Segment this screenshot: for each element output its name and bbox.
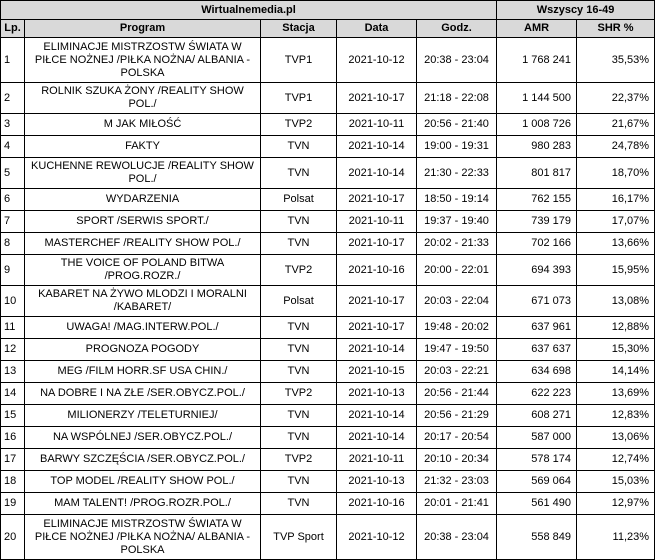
cell-shr: 24,78% — [577, 136, 655, 158]
cell-godz: 19:48 - 20:02 — [417, 317, 497, 339]
cell-data: 2021-10-13 — [337, 383, 417, 405]
cell-program: NA DOBRE I NA ZŁE /SER.OBYCZ.POL./ — [25, 383, 261, 405]
cell-amr: 694 393 — [497, 255, 577, 286]
cell-godz: 21:32 - 23:03 — [417, 471, 497, 493]
table-row — [1, 427, 655, 449]
cell-program: SPORT /SERWIS SPORT./ — [25, 211, 261, 233]
table-row — [1, 83, 655, 114]
cell-amr: 1 768 241 — [497, 38, 577, 83]
cell-lp: 9 — [1, 255, 25, 286]
cell-shr: 12,88% — [577, 317, 655, 339]
cell-data: 2021-10-13 — [337, 471, 417, 493]
cell-godz: 20:38 - 23:04 — [417, 515, 497, 560]
cell-program: ELIMINACJE MISTRZOSTW ŚWIATA W PIŁCE NOŻNEJ /PIŁKA NOŻNA/ ALBANIA - POLSKA — [25, 515, 261, 560]
cell-shr: 12,83% — [577, 405, 655, 427]
cell-lp: 20 — [1, 515, 25, 560]
cell-program: KABARET NA ŻYWO MLODZI I MORALNI /KABARET/ — [25, 286, 261, 317]
cell-amr: 637 961 — [497, 317, 577, 339]
table-row — [1, 339, 655, 361]
cell-shr: 12,97% — [577, 493, 655, 515]
cell-stacja: TVN — [261, 471, 337, 493]
table-body — [1, 38, 655, 560]
cell-lp: 7 — [1, 211, 25, 233]
table-row — [1, 515, 655, 560]
column-header-shr: SHR % — [577, 20, 655, 38]
source-header: Wirtualnemedia.pl — [1, 1, 497, 20]
cell-program: M JAK MIŁOŚĆ — [25, 114, 261, 136]
cell-amr: 578 174 — [497, 449, 577, 471]
cell-amr: 634 698 — [497, 361, 577, 383]
cell-data: 2021-10-11 — [337, 211, 417, 233]
cell-lp: 1 — [1, 38, 25, 83]
cell-lp: 18 — [1, 471, 25, 493]
cell-amr: 587 000 — [497, 427, 577, 449]
cell-lp: 5 — [1, 158, 25, 189]
cell-data: 2021-10-17 — [337, 189, 417, 211]
cell-program: UWAGA! /MAG.INTERW.POL./ — [25, 317, 261, 339]
cell-amr: 558 849 — [497, 515, 577, 560]
cell-godz: 19:00 - 19:31 — [417, 136, 497, 158]
cell-shr: 21,67% — [577, 114, 655, 136]
cell-shr: 15,95% — [577, 255, 655, 286]
cell-data: 2021-10-17 — [337, 83, 417, 114]
table-row — [1, 361, 655, 383]
cell-lp: 15 — [1, 405, 25, 427]
cell-data: 2021-10-16 — [337, 493, 417, 515]
cell-shr: 18,70% — [577, 158, 655, 189]
table-row — [1, 233, 655, 255]
cell-shr: 14,14% — [577, 361, 655, 383]
cell-data: 2021-10-12 — [337, 515, 417, 560]
cell-data: 2021-10-17 — [337, 233, 417, 255]
cell-stacja: TVP2 — [261, 383, 337, 405]
cell-stacja: TVP1 — [261, 38, 337, 83]
cell-data: 2021-10-14 — [337, 136, 417, 158]
cell-godz: 20:56 - 21:29 — [417, 405, 497, 427]
table-row — [1, 286, 655, 317]
cell-shr: 11,23% — [577, 515, 655, 560]
cell-lp: 3 — [1, 114, 25, 136]
header-row-columns — [1, 20, 655, 38]
cell-lp: 10 — [1, 286, 25, 317]
cell-data: 2021-10-15 — [337, 361, 417, 383]
table-row — [1, 189, 655, 211]
cell-stacja: TVN — [261, 233, 337, 255]
cell-amr: 1 144 500 — [497, 83, 577, 114]
cell-shr: 35,53% — [577, 38, 655, 83]
cell-data: 2021-10-14 — [337, 158, 417, 189]
cell-lp: 14 — [1, 383, 25, 405]
cell-lp: 16 — [1, 427, 25, 449]
cell-lp: 2 — [1, 83, 25, 114]
cell-godz: 19:37 - 19:40 — [417, 211, 497, 233]
column-header-amr: AMR — [497, 20, 577, 38]
column-header-stacja: Stacja — [261, 20, 337, 38]
cell-lp: 8 — [1, 233, 25, 255]
table-row — [1, 383, 655, 405]
cell-program: TOP MODEL /REALITY SHOW POL./ — [25, 471, 261, 493]
cell-data: 2021-10-16 — [337, 255, 417, 286]
cell-amr: 569 064 — [497, 471, 577, 493]
cell-stacja: TVN — [261, 339, 337, 361]
cell-amr: 762 155 — [497, 189, 577, 211]
cell-lp: 12 — [1, 339, 25, 361]
cell-stacja: TVN — [261, 361, 337, 383]
cell-amr: 980 283 — [497, 136, 577, 158]
table-row — [1, 255, 655, 286]
cell-godz: 20:00 - 22:01 — [417, 255, 497, 286]
table-row — [1, 38, 655, 83]
cell-program: MAM TALENT! /PROG.ROZR.POL./ — [25, 493, 261, 515]
cell-program: KUCHENNE REWOLUCJE /REALITY SHOW POL./ — [25, 158, 261, 189]
cell-stacja: TVP Sport — [261, 515, 337, 560]
cell-shr: 13,06% — [577, 427, 655, 449]
cell-data: 2021-10-11 — [337, 114, 417, 136]
cell-shr: 16,17% — [577, 189, 655, 211]
cell-amr: 608 271 — [497, 405, 577, 427]
table-row — [1, 158, 655, 189]
cell-program: WYDARZENIA — [25, 189, 261, 211]
cell-stacja: Polsat — [261, 286, 337, 317]
cell-amr: 671 073 — [497, 286, 577, 317]
cell-godz: 21:18 - 22:08 — [417, 83, 497, 114]
cell-stacja: TVN — [261, 158, 337, 189]
cell-data: 2021-10-14 — [337, 339, 417, 361]
cell-shr: 15,30% — [577, 339, 655, 361]
cell-lp: 17 — [1, 449, 25, 471]
cell-lp: 6 — [1, 189, 25, 211]
cell-data: 2021-10-17 — [337, 317, 417, 339]
cell-data: 2021-10-12 — [337, 38, 417, 83]
cell-godz: 20:56 - 21:40 — [417, 114, 497, 136]
cell-amr: 739 179 — [497, 211, 577, 233]
cell-stacja: TVN — [261, 317, 337, 339]
cell-stacja: Polsat — [261, 189, 337, 211]
cell-godz: 18:50 - 19:14 — [417, 189, 497, 211]
cell-amr: 561 490 — [497, 493, 577, 515]
cell-stacja: TVP2 — [261, 255, 337, 286]
cell-program: ROLNIK SZUKA ŻONY /REALITY SHOW POL./ — [25, 83, 261, 114]
cell-stacja: TVN — [261, 211, 337, 233]
cell-program: MASTERCHEF /REALITY SHOW POL./ — [25, 233, 261, 255]
cell-stacja: TVP2 — [261, 449, 337, 471]
cell-godz: 21:30 - 22:33 — [417, 158, 497, 189]
cell-shr: 13,08% — [577, 286, 655, 317]
cell-program: NA WSPÓLNEJ /SER.OBYCZ.POL./ — [25, 427, 261, 449]
table-row — [1, 136, 655, 158]
cell-shr: 17,07% — [577, 211, 655, 233]
cell-stacja: TVP2 — [261, 114, 337, 136]
cell-godz: 20:02 - 21:33 — [417, 233, 497, 255]
cell-godz: 20:01 - 21:41 — [417, 493, 497, 515]
cell-amr: 1 008 726 — [497, 114, 577, 136]
cell-lp: 4 — [1, 136, 25, 158]
cell-godz: 19:47 - 19:50 — [417, 339, 497, 361]
table-row — [1, 493, 655, 515]
table-row — [1, 449, 655, 471]
cell-stacja: TVN — [261, 493, 337, 515]
table-row — [1, 317, 655, 339]
cell-data: 2021-10-14 — [337, 427, 417, 449]
column-header-godz: Godz. — [417, 20, 497, 38]
cell-data: 2021-10-14 — [337, 405, 417, 427]
cell-godz: 20:03 - 22:21 — [417, 361, 497, 383]
cell-program: FAKTY — [25, 136, 261, 158]
column-header-data: Data — [337, 20, 417, 38]
cell-amr: 702 166 — [497, 233, 577, 255]
cell-stacja: TVN — [261, 136, 337, 158]
cell-godz: 20:38 - 23:04 — [417, 38, 497, 83]
cell-shr: 15,03% — [577, 471, 655, 493]
cell-stacja: TVP1 — [261, 83, 337, 114]
table-row — [1, 211, 655, 233]
cell-stacja: TVN — [261, 427, 337, 449]
cell-lp: 11 — [1, 317, 25, 339]
table-row — [1, 471, 655, 493]
cell-data: 2021-10-11 — [337, 449, 417, 471]
cell-godz: 20:17 - 20:54 — [417, 427, 497, 449]
header-row-top — [1, 1, 655, 20]
column-header-program: Program — [25, 20, 261, 38]
cell-godz: 20:56 - 21:44 — [417, 383, 497, 405]
group-header: Wszyscy 16-49 — [497, 1, 655, 20]
cell-program: MEG /FILM HORR.SF USA CHIN./ — [25, 361, 261, 383]
cell-program: BARWY SZCZĘŚCIA /SER.OBYCZ.POL./ — [25, 449, 261, 471]
cell-data: 2021-10-17 — [337, 286, 417, 317]
cell-program: THE VOICE OF POLAND BITWA /PROG.ROZR./ — [25, 255, 261, 286]
cell-program: MILIONERZY /TELETURNIEJ/ — [25, 405, 261, 427]
column-header-lp: Lp. — [1, 20, 25, 38]
cell-shr: 13,66% — [577, 233, 655, 255]
table-row — [1, 405, 655, 427]
cell-program: PROGNOZA POGODY — [25, 339, 261, 361]
cell-lp: 19 — [1, 493, 25, 515]
cell-program: ELIMINACJE MISTRZOSTW ŚWIATA W PIŁCE NOŻNEJ /PIŁKA NOŻNA/ ALBANIA - POLSKA — [25, 38, 261, 83]
cell-lp: 13 — [1, 361, 25, 383]
cell-shr: 22,37% — [577, 83, 655, 114]
cell-amr: 622 223 — [497, 383, 577, 405]
cell-godz: 20:10 - 20:34 — [417, 449, 497, 471]
cell-amr: 637 637 — [497, 339, 577, 361]
cell-stacja: TVN — [261, 405, 337, 427]
cell-shr: 13,69% — [577, 383, 655, 405]
cell-amr: 801 817 — [497, 158, 577, 189]
table-row — [1, 114, 655, 136]
cell-godz: 20:03 - 22:04 — [417, 286, 497, 317]
cell-shr: 12,74% — [577, 449, 655, 471]
